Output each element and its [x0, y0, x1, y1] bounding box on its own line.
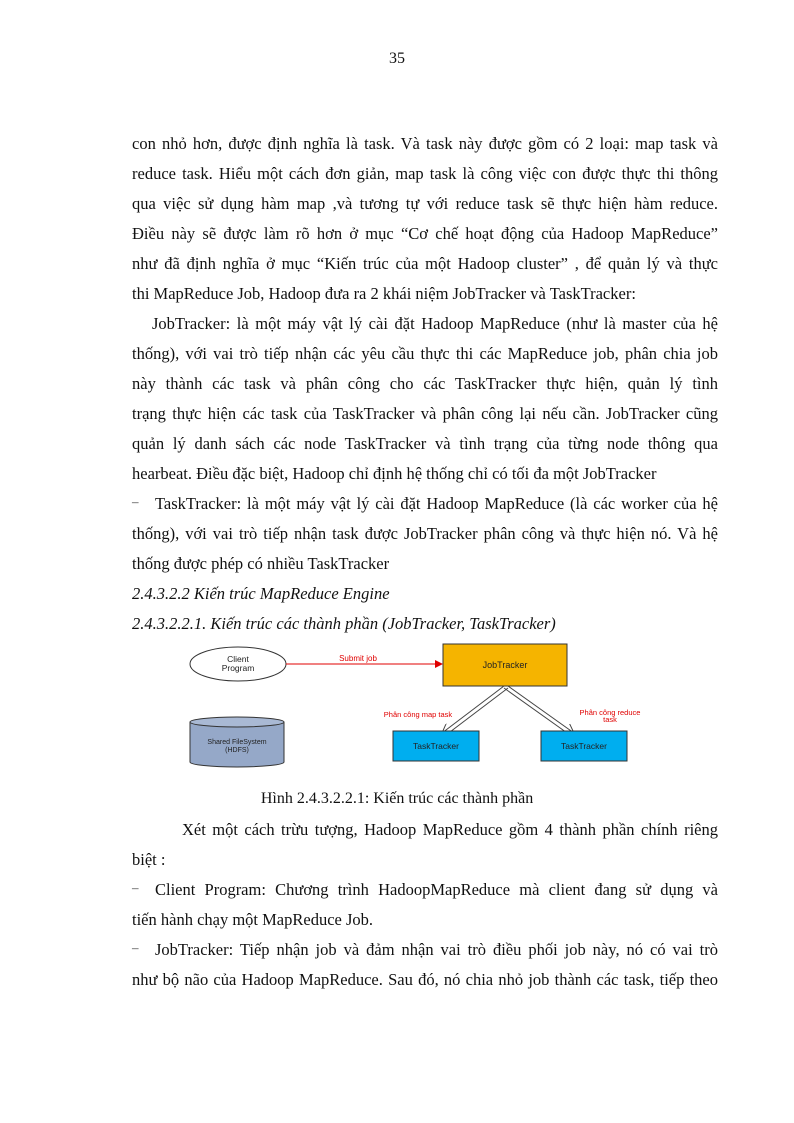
paragraph-line: hearbeat. Điều đặc biệt, Hadoop chỉ định hệ thống chỉ có tối đa một JobTracker: [132, 464, 657, 483]
shared-filesystem-top: [190, 717, 284, 727]
paragraph-line: này thành các task và phân công cho các TaskTracker thực hiện, quản lý tình: [132, 374, 718, 393]
tasktracker-label-left: TaskTracker: [413, 741, 459, 751]
submit-job-label: Submit job: [339, 654, 377, 663]
paragraph-line: thống), với vai trò tiếp nhận các yêu cầu thực thi các MapReduce job, phân chia job: [132, 344, 718, 363]
paragraph-line: biệt :: [132, 850, 166, 869]
reduce-task-label-line1: Phân công reduce: [579, 708, 641, 717]
paragraph-line: reduce task. Hiểu một cách đơn giản, map task là công việc con được thực thi thông: [132, 164, 718, 183]
bullet-mark: –: [132, 880, 139, 895]
jobtracker-label: JobTracker: [482, 660, 528, 670]
reduce-task-arrow-inner: [504, 688, 570, 735]
client-label-line2: Program: [221, 663, 255, 673]
paragraph-line: như bộ não của Hadoop MapReduce. Sau đó, nó chia nhỏ job thành các task, tiếp theo: [132, 970, 718, 989]
map-task-arrow-inner: [446, 688, 508, 735]
paragraph-line: con nhỏ hơn, được định nghĩa là task. Và task này được gồm có 2 loại: map task và: [132, 134, 718, 153]
architecture-figure: [188, 640, 668, 772]
subsection-heading: 2.4.3.2.2.1. Kiến trúc các thành phần (JobTracker, TaskTracker): [132, 614, 556, 633]
map-task-label: Phân công map task: [383, 710, 453, 719]
paragraph-line: như đã định nghĩa ở mục “Kiến trúc của một Hadoop cluster” , để quản lý và thực: [132, 254, 718, 273]
paragraph-line: TaskTracker: là một máy vật lý cài đặt Hadoop MapReduce (là các worker của hệ: [155, 494, 718, 513]
paragraph-line: Xét một cách trừu tượng, Hadoop MapReduce gồm 4 thành phần chính riêng: [182, 820, 718, 839]
section-heading: 2.4.3.2.2 Kiến trúc MapReduce Engine: [132, 584, 390, 603]
paragraph-line: JobTracker: Tiếp nhận job và đảm nhận vai trò điều phối job này, nó có vai trò: [155, 940, 718, 959]
page-number: 35: [389, 50, 405, 67]
figure-caption: Hình 2.4.3.2.2.1: Kiến trúc các thành phần: [260, 790, 534, 807]
paragraph-line: quản lý danh sách các node TaskTracker và tình trạng của từng node thông qua: [132, 434, 718, 453]
paragraph-line: trạng thực hiện các task của TaskTracker và phân công lại nếu cần. JobTracker cũng: [132, 404, 718, 423]
paragraph-line: JobTracker: là một máy vật lý cài đặt Hadoop MapReduce (như là master của hệ: [152, 314, 718, 333]
tasktracker-label-right: TaskTracker: [561, 741, 607, 751]
paragraph-line: qua việc sử dụng hàm map ,và tương tự với reduce task sẽ thực hiện hàm reduce.: [132, 194, 718, 213]
bullet-mark: –: [132, 940, 139, 955]
filesystem-label-line1: Shared FileSystem: [207, 739, 267, 746]
reduce-task-arrow: [508, 686, 574, 733]
reduce-task-label-line2: task: [603, 715, 617, 724]
paragraph-line: Client Program: Chương trình HadoopMapReduce mà client đang sử dụng và: [155, 880, 718, 899]
bullet-mark: –: [132, 494, 139, 509]
paragraph-line: Điều này sẽ được làm rõ hơn ở mục “Cơ chế hoạt động của Hadoop MapReduce”: [132, 224, 718, 243]
paragraph-line: thống), với vai trò tiếp nhận task được JobTracker phân công và thực hiện nó. Và hệ: [132, 524, 718, 543]
filesystem-label-line2: (HDFS): [225, 747, 249, 754]
paragraph-line: thi MapReduce Job, Hadoop đưa ra 2 khái niệm JobTracker và TaskTracker:: [132, 284, 636, 303]
client-label-line1: Client: [227, 654, 249, 664]
paragraph-line: thống được phép có nhiều TaskTracker: [132, 554, 390, 573]
paragraph-line: tiến hành chạy một MapReduce Job.: [132, 910, 374, 929]
